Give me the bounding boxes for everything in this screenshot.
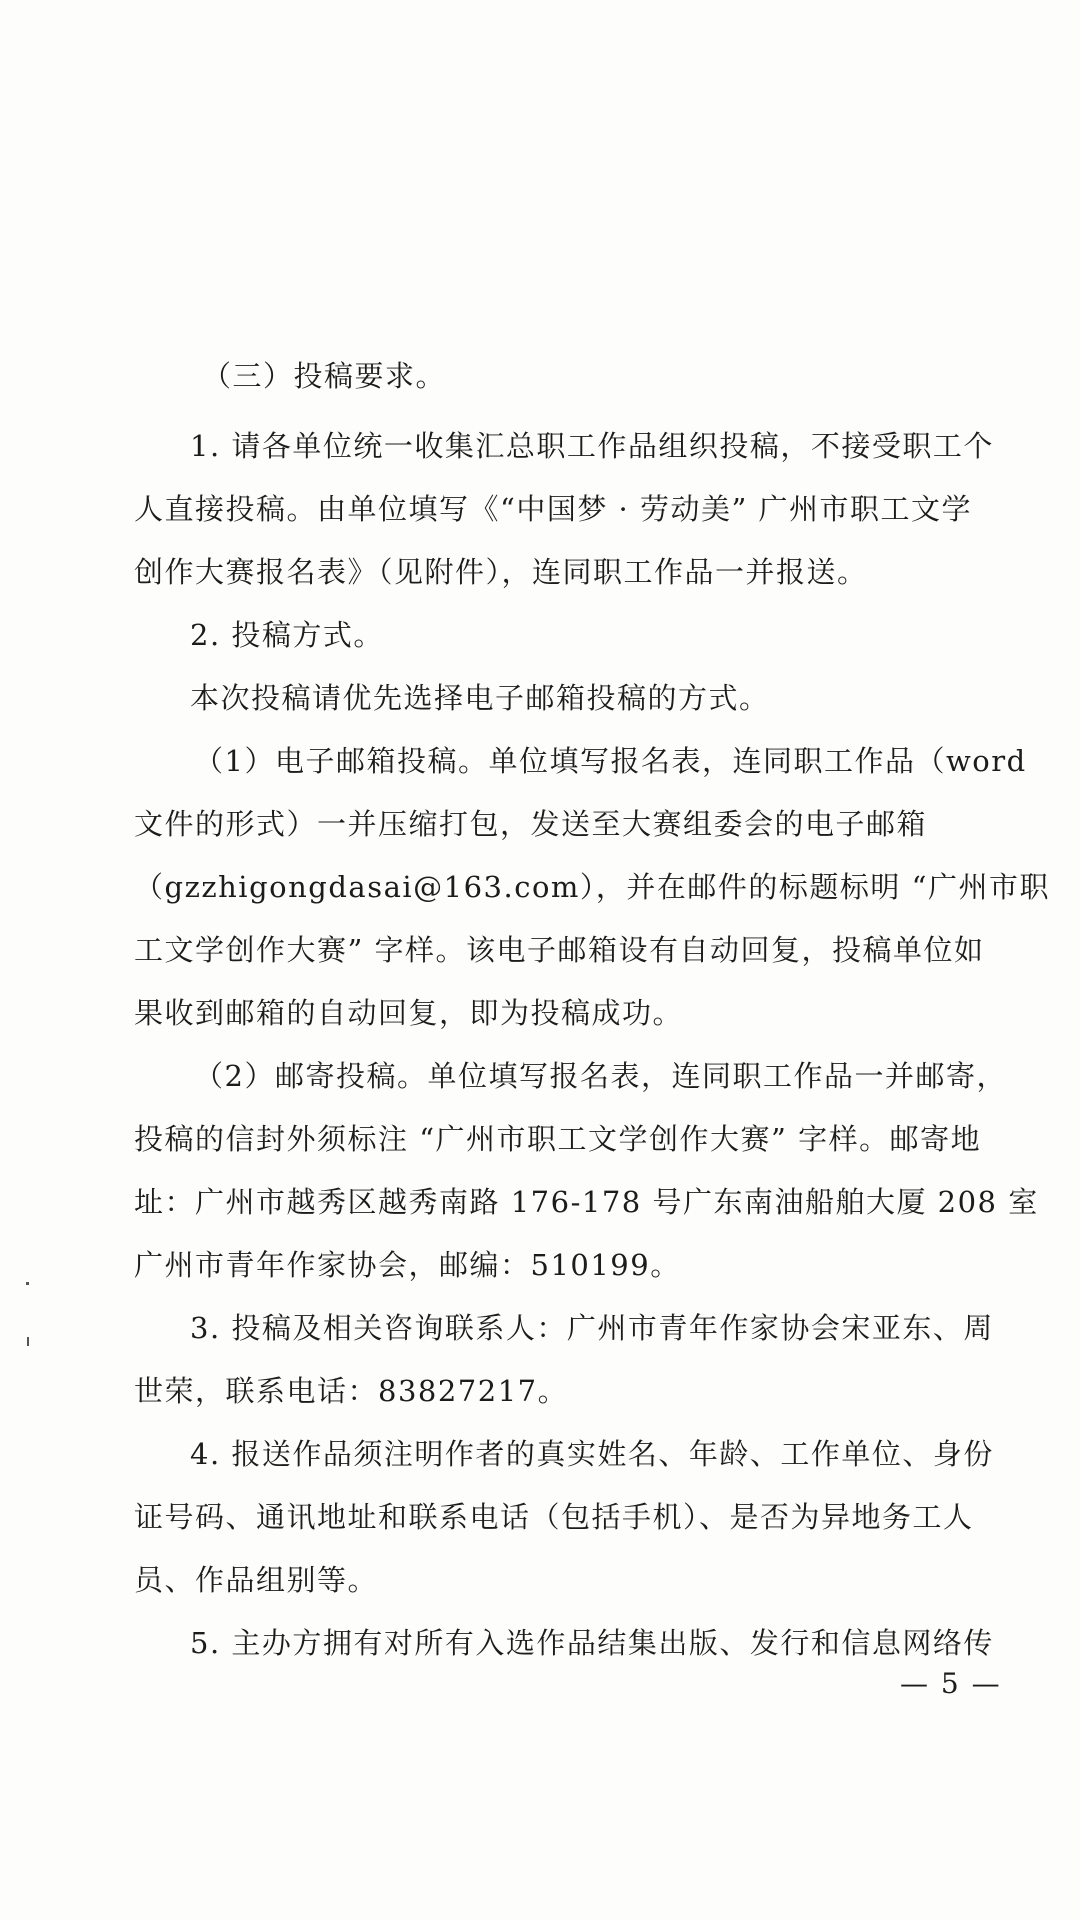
paragraph-line: （2）邮寄投稿。单位填写报名表，连同职工作品一并邮寄， — [194, 1059, 1007, 1093]
paragraph-line: 本次投稿请优先选择电子邮箱投稿的方式。 — [190, 681, 770, 715]
paragraph-line: 世荣，联系电话：83827217。 — [134, 1374, 569, 1408]
paragraph-line: （1）电子邮箱投稿。单位填写报名表，连同职工作品（word — [194, 744, 1027, 778]
paragraph-line: 5. 主办方拥有对所有入选作品结集出版、发行和信息网络传 — [190, 1626, 994, 1660]
paragraph-line: 投稿的信封外须标注 “广州市职工文学创作大赛” 字样。邮寄地 — [134, 1122, 982, 1156]
paragraph-line: 广州市青年作家协会，邮编：510199。 — [134, 1248, 681, 1282]
paragraph-line: 创作大赛报名表》（见附件），连同职工作品一并报送。 — [134, 555, 868, 589]
paragraph-line: 人直接投稿。由单位填写《“中国梦 · 劳动美” 广州市职工文学 — [134, 492, 973, 526]
section-heading: （三）投稿要求。 — [202, 359, 447, 393]
scan-speck — [26, 1282, 29, 1285]
paragraph-line: 果收到邮箱的自动回复，即为投稿成功。 — [134, 996, 684, 1030]
paragraph-line: 员、作品组别等。 — [134, 1563, 379, 1597]
paragraph-line: 4. 报送作品须注明作者的真实姓名、年龄、工作单位、身份 — [190, 1437, 994, 1471]
scan-speck — [27, 1337, 29, 1346]
paragraph-line: 3. 投稿及相关咨询联系人：广州市青年作家协会宋亚东、周 — [190, 1311, 994, 1345]
paragraph-line: 1. 请各单位统一收集汇总职工作品组织投稿，不接受职工个 — [190, 429, 994, 463]
paragraph-line: 文件的形式）一并压缩打包，发送至大赛组委会的电子邮箱 — [134, 807, 928, 841]
paragraph-line: 工文学创作大赛” 字样。该电子邮箱设有自动回复，投稿单位如 — [134, 933, 985, 967]
page-number: — 5 — — [900, 1667, 1002, 1700]
paragraph-line: 2. 投稿方式。 — [190, 618, 384, 652]
paragraph-line: 址：广州市越秀区越秀南路 176-178 号广东南油船舶大厦 208 室 — [134, 1185, 1039, 1219]
paragraph-line: （gzzhigongdasai@163.com），并在邮件的标题标明 “广州市职 — [134, 870, 1050, 904]
paragraph-line: 证号码、通讯地址和联系电话（包括手机）、是否为异地务工人 — [134, 1500, 974, 1534]
